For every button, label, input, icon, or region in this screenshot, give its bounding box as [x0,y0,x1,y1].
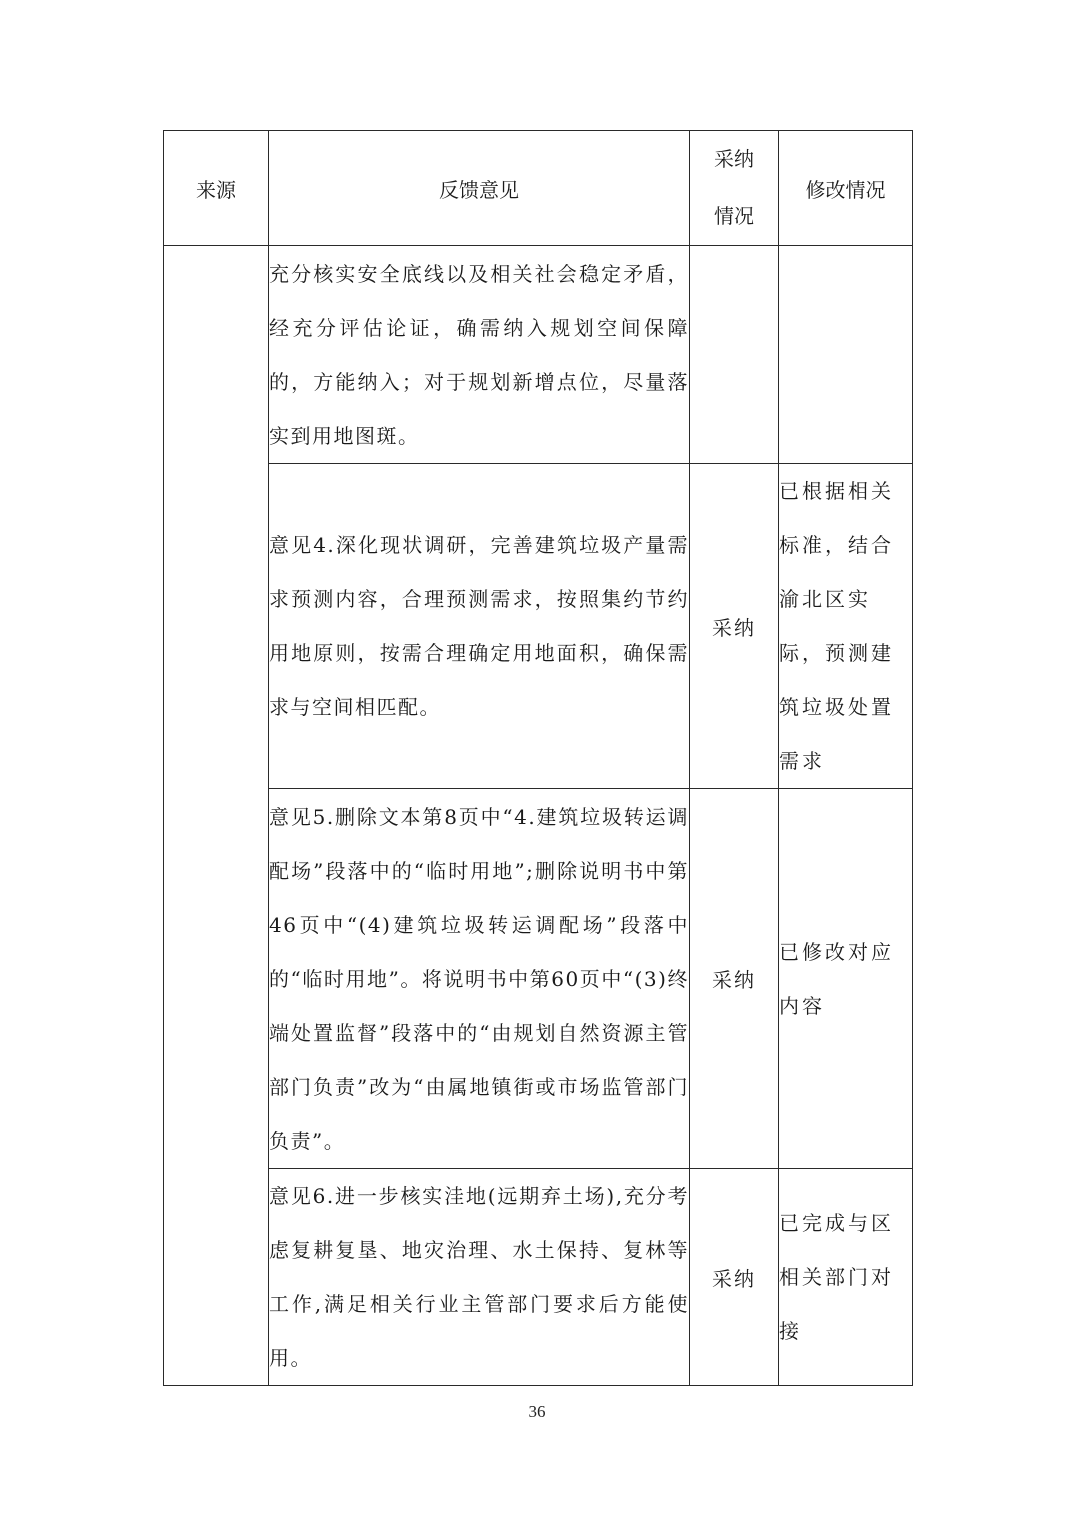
header-source: 来源 [164,131,269,246]
adopted-cell: 采纳 [690,464,779,789]
feedback-cell: 意见6.进一步核实洼地(远期弃土场),充分考虑复耕复垦、地灾治理、水土保持、复林等工作,满足相关行业主管部门要求后方能使用。 [269,1169,690,1386]
table-row [164,1169,913,1386]
table-row [164,246,913,464]
feedback-cell: 意见4.深化现状调研，完善建筑垃圾产量需求预测内容，合理预测需求，按照集约节约用地原则，按需合理确定用地面积，确保需求与空间相匹配。 [269,464,690,789]
modification-cell [779,246,913,464]
adopted-cell: 采纳 [690,1169,779,1386]
feedback-table [163,130,913,1386]
modification-cell: 已完成与区相关部门对接 [779,1169,913,1386]
header-feedback: 反馈意见 [269,131,690,246]
adopted-cell: 采纳 [690,789,779,1169]
adopted-cell [690,246,779,464]
header-adopted-line1: 采纳 [714,147,754,171]
table-row [164,789,913,1169]
header-adopted-line2: 情况 [714,204,754,228]
page-number: 36 [528,1402,546,1421]
source-cell [164,246,269,1386]
table-header-row [164,131,913,246]
feedback-cell: 意见5.删除文本第8页中“4.建筑垃圾转运调配场”段落中的“临时用地”;删除说明书中第46页中“(4)建筑垃圾转运调配场”段落中的“临时用地”。将说明书中第60页中“(3)终端处置监督”段落中的“由规划自然资源主管部门负责”改为“由属地镇街或市场监管部门负责”。 [269,789,690,1169]
header-adopted [690,131,779,246]
modification-cell: 已根据相关标准，结合渝北区实际，预测建筑垃圾处置需求 [779,464,913,789]
header-modification: 修改情况 [779,131,913,246]
feedback-cell: 充分核实安全底线以及相关社会稳定矛盾，经充分评估论证，确需纳入规划空间保障的，方能纳入；对于规划新增点位，尽量落实到用地图斑。 [269,246,690,464]
modification-cell: 已修改对应内容 [779,789,913,1169]
table-row [164,464,913,789]
